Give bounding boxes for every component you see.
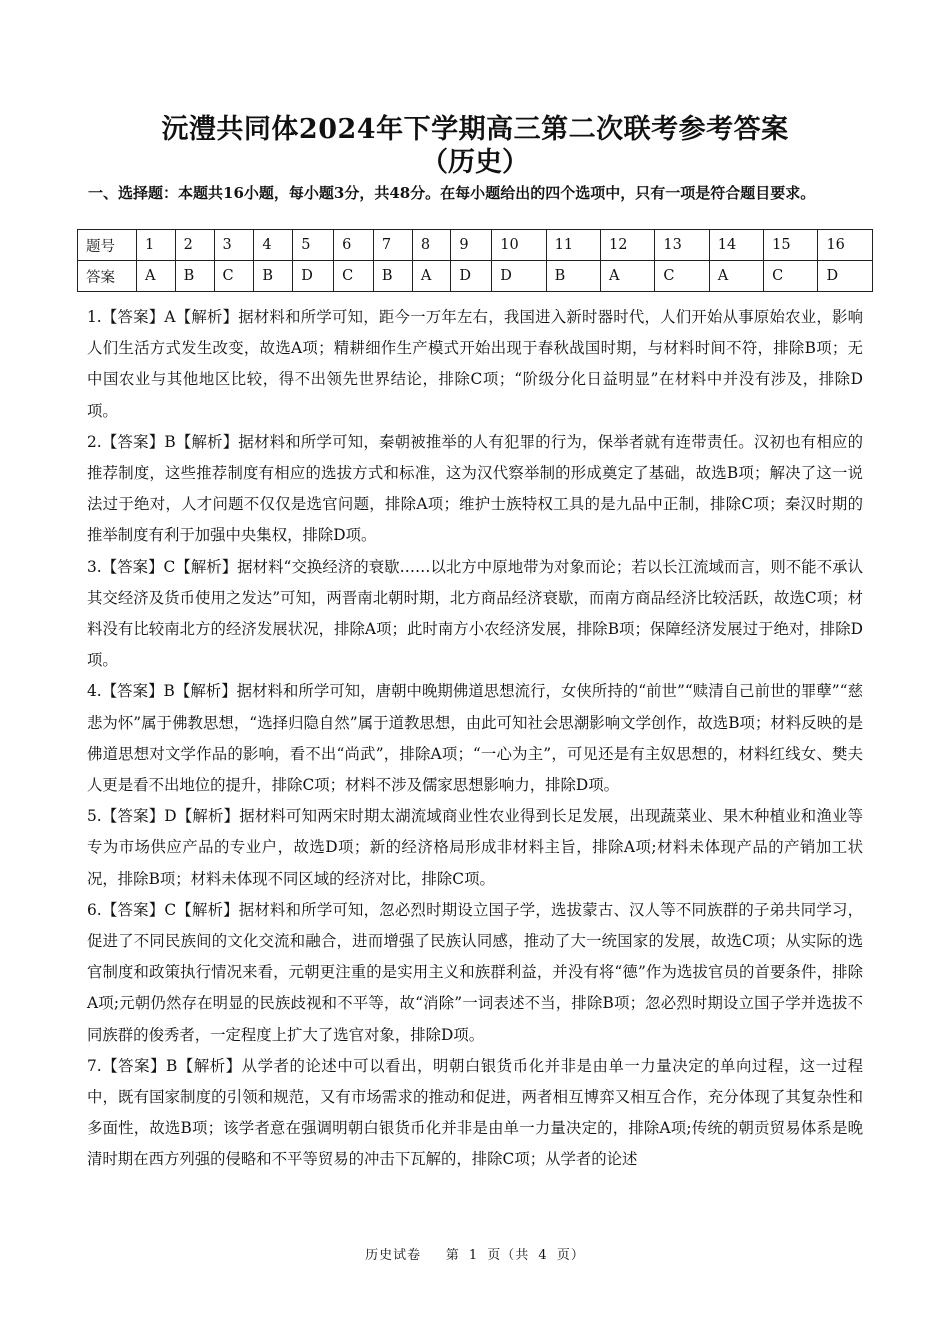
row-label-number: 题号 [78,230,137,261]
page-subtitle: （历史） [421,147,529,178]
footer-page-mid: 页（共 [487,1248,530,1263]
question-number: 15 [764,230,818,261]
answer-cell: C [214,261,254,292]
answer-table-answer-row [78,261,873,292]
answer-cell: A [412,261,451,292]
explanation-paragraph: 4.【答案】B【解析】据材料和所学可知，唐朝中晚期佛道思想流行，女侠所持的“前世”“赎清自己前世的罪孽”“慈悲为怀”属于佛教思想，“选择归隐自然”属于道教思想，由此可知社会思潮影响文学创作，故选B项；材料反映的是佛道思想对文学作品的影响，看不出“尚武”，排除A项；“一心为主”，可见还是有主奴思想的，材料红线女、樊夫人更是看不出地位的提升，排除C项；材料不涉及儒家思想影响力，排除D项。 [87,682,863,795]
question-number: 8 [412,230,451,261]
explanations [87,302,863,1176]
question-number: 5 [293,230,334,261]
footer-page-number: 1 [468,1248,479,1263]
explanation-paragraph: 2.【答案】B【解析】据材料和所学可知，秦朝被推举的人有犯罪的行为，保举者就有连带责任。汉初也有相应的推荐制度，这些推荐制度有相应的选拔方式和标准，这为汉代察举制的形成奠定了基础，故选B项；解决了这一说法过于绝对，人才问题不仅仅是选官问题，排除A项；维护士族特权工具的是九品中正制，排除C项；秦汉时期的推举制度有利于加强中央集权，排除D项。 [87,432,863,545]
explanation-paragraph: 1.【答案】A【解析】据材料和所学可知，距今一万年左右，我国进入新时器时代，人们开始从事原始农业，影响人们生活方式发生改变，故选A项；精耕细作生产模式开始出现于春秋战国时期，与材料时间不符，排除B项；无中国农业与其他地区比较，得不出领先世界结论，排除C项；“阶级分化日益明显”在材料中并没有涉及，排除D项。 [87,308,863,420]
question-number: 4 [254,230,293,261]
page-title: 沅澧共同体2024年下学期高三第二次联考参考答案 [161,114,789,145]
explanation-paragraph: 7.【答案】B【解析】从学者的论述中可以看出，明朝白银货币化并非是由单一力量决定的单向过程，这一过程中，既有国家制度的引领和规范，又有市场需求的推动和促进，两者相互博弈又相互合作，充分体现了其复杂性和多面性，故选B项；该学者意在强调明朝白银货币化并非是由单一力量决定的，排除A项;传统的朝贡贸易体系是晚清时期在西方列强的侵略和不平等贸易的冲击下瓦解的，排除C项；从学者的论述 [87,1056,863,1169]
answer-table-number-row [78,230,873,261]
page-footer [0,1244,950,1263]
answer-cell: B [175,261,214,292]
answer-cell: B [254,261,293,292]
answer-cell: B [546,261,600,292]
question-number: 14 [709,230,763,261]
answer-cell: D [293,261,334,292]
explanation-paragraph: 3.【答案】C【解析】据材料“交换经济的衰歇……以北方中原地带为对象而论；若以长江流域而言，则不能不承认其交经济及货币使用之发达”可知，两晋南北朝时期，北方商品经济衰歇，而南方商品经济比较活跃，故选C项；材料没有比较南北方的经济发展状况，排除A项；此时南方小农经济发展，排除B项；保障经济发展过于绝对，排除D项。 [87,557,863,670]
question-number: 1 [137,230,176,261]
explanation-paragraph: 5.【答案】D【解析】据材料可知两宋时期太湖流域商业性农业得到长足发展，出现蔬菜业、果木种植业和渔业等专为市场供应产品的专业户，故选D项；新的经济格局形成非材料主旨，排除A项;材料未体现产品的产销加工状况，排除B项；材料未体现不同区域的经济对比，排除C项。 [87,807,863,888]
answer-cell: D [451,261,492,292]
answer-cell: C [655,261,709,292]
answer-cell: B [373,261,412,292]
question-number: 11 [546,230,600,261]
question-number: 12 [601,230,655,261]
question-number: 3 [214,230,254,261]
row-label-answer: 答案 [78,261,137,292]
footer-page-total: 4 [538,1248,548,1263]
footer-page-prefix: 第 [445,1248,460,1263]
question-number: 16 [818,230,873,261]
question-number: 6 [334,230,374,261]
answer-cell: C [334,261,374,292]
footer-page-suffix: 页） [556,1248,585,1263]
answer-cell: A [137,261,176,292]
answer-table [77,229,873,292]
answer-cell: D [492,261,546,292]
explanation-paragraph: 6.【答案】C【解析】据材料和所学可知，忽必烈时期设立国子学，选拔蒙古、汉人等不同族群的子弟共同学习，促进了不同民族间的文化交流和融合，进而增强了民族认同感，推动了大一统国家的发展，故选C项；从实际的选官制度和政策执行情况来看，元朝更注重的是实用主义和族群利益，并没有将“德”作为选拔官员的首要条件，排除A项;元朝仍然存在明显的民族歧视和不平等，故“消除”一词表述不当，排除B项；忽必烈时期设立国子学并选拔不同族群的俊秀者，一定程度上扩大了选官对象，排除D项。 [87,900,863,1044]
question-number: 7 [373,230,412,261]
answer-cell: D [818,261,873,292]
section-instruction: 一、选择题：本题共16小题，每小题3分，共48分。在每小题给出的四个选项中，只有一项是符合题目要求。 [88,184,816,202]
answer-cell: A [709,261,763,292]
question-number: 2 [175,230,214,261]
footer-subject: 历史试卷 [365,1248,422,1263]
answer-cell: A [601,261,655,292]
question-number: 13 [655,230,709,261]
answer-cell: C [764,261,818,292]
question-number: 10 [492,230,546,261]
question-number: 9 [451,230,492,261]
